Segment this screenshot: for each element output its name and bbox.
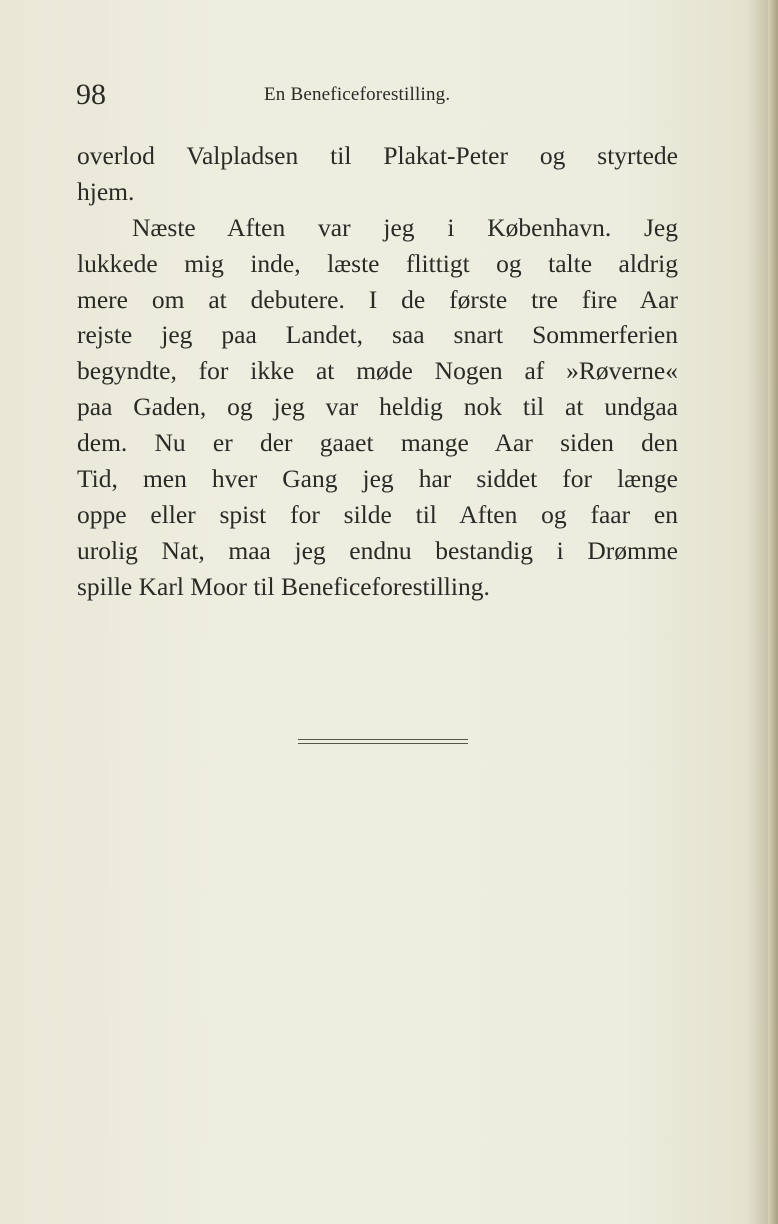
body-text <box>77 138 678 605</box>
page-edge <box>768 0 778 1224</box>
text-line: begyndte, for ikke at møde Nogen af »Røverne« <box>77 356 678 386</box>
text-line: overlod Valpladsen til Plakat-Peter og styrtede <box>77 141 678 170</box>
text-line: urolig Nat, maa jeg endnu bestandig i Drømme <box>77 535 678 565</box>
text-line: Tid, men hver Gang jeg har siddet for længe <box>77 464 678 494</box>
end-rule-divider <box>298 739 468 744</box>
text-line: paa Gaden, og jeg var heldig nok til at undgaa <box>77 392 678 422</box>
text-line: spille Karl Moor til Beneficeforestilling. <box>77 571 490 601</box>
text-line: dem. Nu er der gaaet mange Aar siden den <box>77 428 678 458</box>
page-number: 98 <box>76 78 106 111</box>
text-line: rejste jeg paa Landet, saa snart Sommerferien <box>77 320 678 350</box>
text-line: lukkede mig inde, læste flittigt og talte aldrig <box>77 248 678 278</box>
running-title: En Beneficeforestilling. <box>264 84 451 105</box>
text-line: Næste Aften var jeg i København. Jeg <box>132 212 678 242</box>
text-line: oppe eller spist for silde til Aften og faar en <box>77 499 678 529</box>
text-line: mere om at debutere. I de første tre fire Aar <box>77 284 678 314</box>
text-line: hjem. <box>77 176 135 206</box>
